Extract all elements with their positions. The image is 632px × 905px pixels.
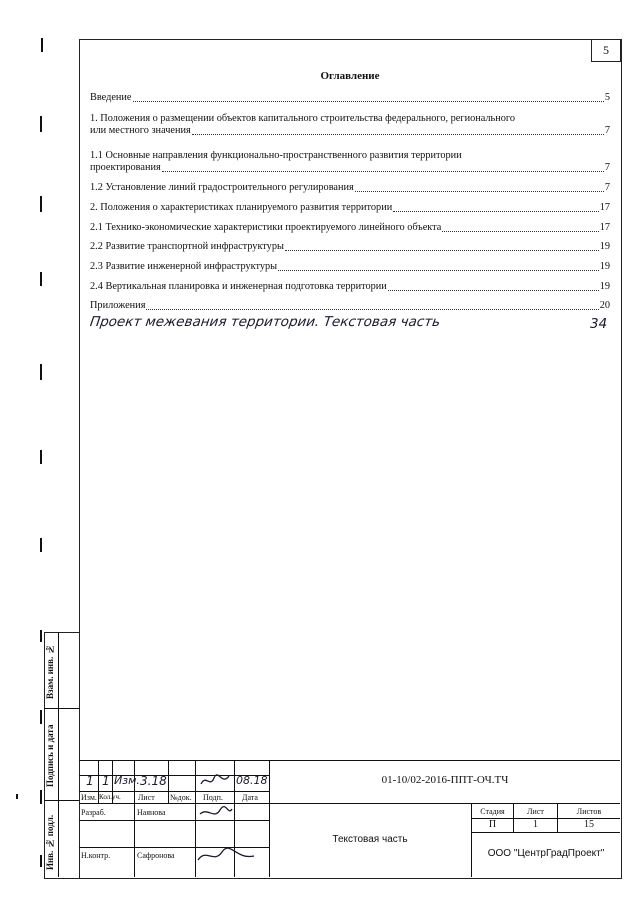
razrab-label: Разраб. xyxy=(81,808,106,817)
binding-mark xyxy=(40,855,42,867)
hdr-ndok: №док. xyxy=(170,793,192,802)
nkontr-label: Н.контр. xyxy=(81,851,111,860)
hdr-data: Дата xyxy=(242,793,258,802)
binding-mark xyxy=(40,272,42,286)
doc-title: Текстовая часть xyxy=(332,834,408,845)
toc-entry[interactable]: 1.2 Установление линий градостроительного регулирования 7 xyxy=(90,182,610,193)
toc-entry[interactable]: 2. Положения о характеристиках планируемого развития территории 17 xyxy=(90,202,610,213)
toc-entry[interactable]: Приложения 20 xyxy=(90,300,610,311)
toc-entry[interactable]: 2.3 Развитие инженерной инфраструктуры 19 xyxy=(90,261,610,272)
listov-value: 15 xyxy=(584,819,594,830)
hdr-list: Лист xyxy=(138,793,155,802)
signature xyxy=(196,846,256,866)
binding-mark xyxy=(41,38,43,52)
hdr-izm: Изм. xyxy=(81,793,97,802)
toc-entry[interactable]: Введение 5 xyxy=(90,92,610,103)
inv-podl-label: Инв. № подл. xyxy=(45,814,55,870)
vzam-inv-label: Взам. инв. № xyxy=(45,644,55,700)
toc-entry[interactable]: 2.4 Вертикальная планировка и инженерная подготовка территории 19 xyxy=(90,281,610,292)
signature xyxy=(198,804,234,822)
doc-code: 01-10/02-2016-ППТ-ОЧ.ТЧ xyxy=(381,774,509,786)
toc-entry[interactable]: 1. Положения о размещении объектов капитального строительства федерального, регионального или местного значения 7 xyxy=(90,113,610,136)
stadia-label: Стадия xyxy=(480,807,505,816)
toc-entry[interactable]: 2.2 Развитие транспортной инфраструктуры 19 xyxy=(90,241,610,252)
toc-entry[interactable]: 1.1 Основные направления функционально-пространственного развития территории проектирования 7 xyxy=(90,150,610,173)
nkontr-name: Сафронова xyxy=(137,851,175,860)
binding-mark xyxy=(40,790,42,804)
listov-label: Листов xyxy=(576,807,602,816)
binding-mark xyxy=(40,364,42,380)
change-ndok: 3.18 xyxy=(140,774,167,788)
binding-mark xyxy=(40,538,42,552)
hdr-podp: Подп. xyxy=(203,793,223,802)
margin-dot xyxy=(16,794,18,799)
toc-entry[interactable]: 2.1 Технико-экономические характеристики проектируемого линейного объекта 17 xyxy=(90,222,610,233)
binding-mark xyxy=(40,116,42,132)
binding-mark xyxy=(40,630,42,642)
podpis-data-label: Подпись и дата xyxy=(45,724,55,788)
signature xyxy=(198,772,232,790)
change-list: Изм. xyxy=(114,774,140,787)
change-data: 08.18 xyxy=(236,774,268,787)
binding-mark xyxy=(40,450,42,464)
change-kol: 1 xyxy=(102,774,110,788)
toc-title: Оглавление xyxy=(320,70,380,82)
handwritten-page-number: 34 xyxy=(590,316,608,332)
company-name: ООО "ЦентрГрадПроект" xyxy=(487,848,605,859)
stadia-value: П xyxy=(488,819,497,830)
binding-mark xyxy=(40,710,42,724)
list-label: Лист xyxy=(527,807,544,816)
list-value: 1 xyxy=(533,819,538,830)
change-izm: 1 xyxy=(86,774,94,788)
razrab-name: Наянова xyxy=(137,808,166,817)
hdr-kolych: Кол.уч. xyxy=(99,793,121,801)
handwritten-toc-entry: Проект межевания территории. Текстовая часть xyxy=(88,314,442,330)
page-number: 5 xyxy=(591,40,621,62)
binding-mark xyxy=(40,196,42,212)
